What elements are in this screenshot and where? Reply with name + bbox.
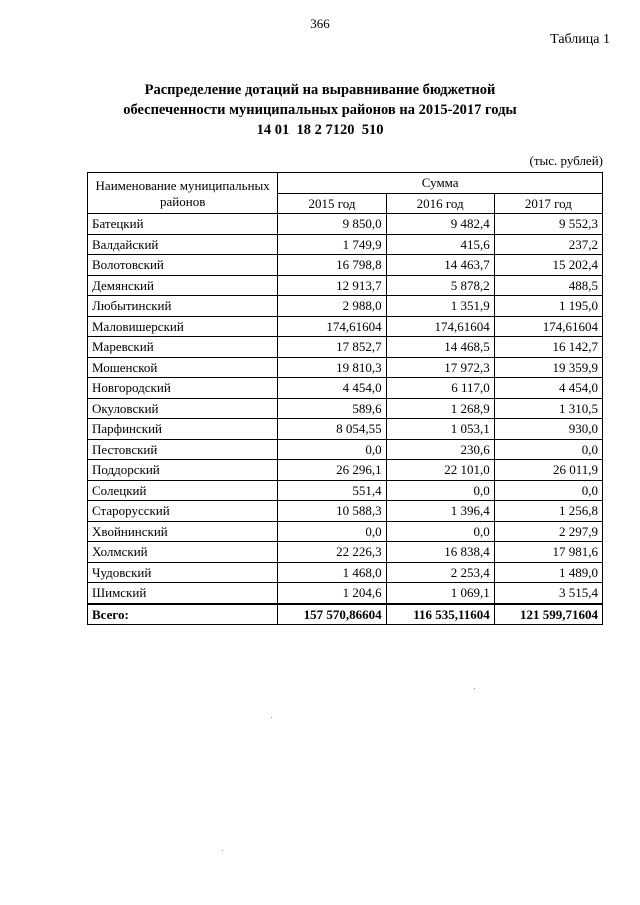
amount-cell-2015: 10 588,3: [278, 501, 386, 522]
amount-cell-2015: 0,0: [278, 439, 386, 460]
table-row: [88, 398, 603, 419]
table-row: [88, 296, 603, 317]
units-label: (тыс. рублей): [529, 153, 603, 168]
amount-cell-2017: 1 310,5: [494, 398, 602, 419]
amount-cell-2015: 26 296,1: [278, 460, 386, 481]
amount-cell-2016: 9 482,4: [386, 214, 494, 235]
table-body: [88, 214, 603, 625]
amount-cell-2017: 17 981,6: [494, 542, 602, 563]
table-row: [88, 439, 603, 460]
document-title: [0, 80, 640, 140]
amount-cell-2016: 1 053,1: [386, 419, 494, 440]
district-name-cell: Холмский: [88, 542, 278, 563]
amount-cell-2017: 3 515,4: [494, 583, 602, 604]
amount-cell-2016: 1 396,4: [386, 501, 494, 522]
district-name-cell: Мошенской: [88, 357, 278, 378]
district-name-cell: Новгородский: [88, 378, 278, 399]
amount-cell-2016: 1 268,9: [386, 398, 494, 419]
table-row: [88, 460, 603, 481]
amount-cell-2017: 1 489,0: [494, 562, 602, 583]
title-line-2: обеспеченности муниципальных районов на 2015-2017 годы: [123, 102, 517, 118]
amount-cell-2017: 9 552,3: [494, 214, 602, 235]
amount-cell-2016: 230,6: [386, 439, 494, 460]
scan-speck: [222, 850, 223, 851]
table-label: Таблица 1: [550, 32, 610, 47]
amount-cell-2016: 5 878,2: [386, 275, 494, 296]
table-row: [88, 316, 603, 337]
amount-cell-2017: 1 195,0: [494, 296, 602, 317]
district-name-cell: Старорусский: [88, 501, 278, 522]
amount-cell-2017: 237,2: [494, 234, 602, 255]
header-year-2017: 2017 год: [494, 193, 602, 214]
amount-cell-2015: 589,6: [278, 398, 386, 419]
amount-cell-2015: 19 810,3: [278, 357, 386, 378]
table-row: [88, 214, 603, 235]
table-row: [88, 234, 603, 255]
amount-cell-2016: 1 069,1: [386, 583, 494, 604]
amount-cell-2016: 0,0: [386, 480, 494, 501]
district-name-cell: Валдайский: [88, 234, 278, 255]
header-sum: Сумма: [278, 173, 603, 194]
district-name-cell: Демянский: [88, 275, 278, 296]
table-row: [88, 255, 603, 276]
district-name-cell: Солецкий: [88, 480, 278, 501]
amount-cell-2015: 22 226,3: [278, 542, 386, 563]
header-year-2016: 2016 год: [386, 193, 494, 214]
amount-cell-2017: 19 359,9: [494, 357, 602, 378]
title-line-1: Распределение дотаций на выравнивание бюджетной: [144, 82, 496, 98]
amount-cell-2016: 22 101,0: [386, 460, 494, 481]
total-amount-2015: 157 570,86604: [278, 604, 386, 625]
scan-speck: [474, 688, 475, 689]
scan-speck: [271, 717, 272, 718]
amount-cell-2017: 4 454,0: [494, 378, 602, 399]
total-label: Всего:: [88, 604, 278, 625]
amount-cell-2016: 0,0: [386, 521, 494, 542]
total-amount-2017: 121 599,71604: [494, 604, 602, 625]
subsidy-table: [87, 172, 603, 625]
amount-cell-2015: 2 988,0: [278, 296, 386, 317]
header-year-2015: 2015 год: [278, 193, 386, 214]
amount-cell-2017: 15 202,4: [494, 255, 602, 276]
amount-cell-2016: 16 838,4: [386, 542, 494, 563]
total-row: [88, 604, 603, 625]
district-name-cell: Поддорский: [88, 460, 278, 481]
district-name-cell: Окуловский: [88, 398, 278, 419]
district-name-cell: Маловишерский: [88, 316, 278, 337]
table-row: [88, 275, 603, 296]
district-name-cell: Чудовский: [88, 562, 278, 583]
table-row: [88, 542, 603, 563]
total-amount-2016: 116 535,11604: [386, 604, 494, 625]
district-name-cell: Шимский: [88, 583, 278, 604]
amount-cell-2017: 930,0: [494, 419, 602, 440]
table-row: [88, 480, 603, 501]
amount-cell-2015: 12 913,7: [278, 275, 386, 296]
header-district-name: Наименование муниципальных районов: [88, 173, 278, 214]
table-row: [88, 501, 603, 522]
amount-cell-2017: 174,61604: [494, 316, 602, 337]
amount-cell-2017: 2 297,9: [494, 521, 602, 542]
amount-cell-2016: 1 351,9: [386, 296, 494, 317]
amount-cell-2016: 14 468,5: [386, 337, 494, 358]
amount-cell-2015: 1 749,9: [278, 234, 386, 255]
district-name-cell: Маревский: [88, 337, 278, 358]
table-row: [88, 521, 603, 542]
amount-cell-2016: 17 972,3: [386, 357, 494, 378]
district-name-cell: Волотовский: [88, 255, 278, 276]
district-name-cell: Любытинский: [88, 296, 278, 317]
amount-cell-2016: 2 253,4: [386, 562, 494, 583]
amount-cell-2016: 415,6: [386, 234, 494, 255]
amount-cell-2017: 26 011,9: [494, 460, 602, 481]
amount-cell-2017: 0,0: [494, 480, 602, 501]
title-line-3: 14 01 18 2 7120 510: [256, 122, 384, 138]
amount-cell-2015: 4 454,0: [278, 378, 386, 399]
amount-cell-2015: 1 468,0: [278, 562, 386, 583]
amount-cell-2015: 17 852,7: [278, 337, 386, 358]
amount-cell-2015: 0,0: [278, 521, 386, 542]
table-row: [88, 357, 603, 378]
amount-cell-2015: 8 054,55: [278, 419, 386, 440]
amount-cell-2017: 0,0: [494, 439, 602, 460]
page-number: 366: [310, 16, 330, 31]
table-row: [88, 337, 603, 358]
amount-cell-2016: 6 117,0: [386, 378, 494, 399]
table-row: [88, 378, 603, 399]
amount-cell-2015: 9 850,0: [278, 214, 386, 235]
table-row: [88, 562, 603, 583]
amount-cell-2017: 488,5: [494, 275, 602, 296]
district-name-cell: Пестовский: [88, 439, 278, 460]
amount-cell-2015: 1 204,6: [278, 583, 386, 604]
table-row: [88, 419, 603, 440]
district-name-cell: Парфинский: [88, 419, 278, 440]
table-row: [88, 583, 603, 604]
amount-cell-2015: 551,4: [278, 480, 386, 501]
amount-cell-2017: 1 256,8: [494, 501, 602, 522]
amount-cell-2015: 174,61604: [278, 316, 386, 337]
amount-cell-2017: 16 142,7: [494, 337, 602, 358]
district-name-cell: Хвойнинский: [88, 521, 278, 542]
amount-cell-2016: 14 463,7: [386, 255, 494, 276]
amount-cell-2016: 174,61604: [386, 316, 494, 337]
amount-cell-2015: 16 798,8: [278, 255, 386, 276]
district-name-cell: Батецкий: [88, 214, 278, 235]
